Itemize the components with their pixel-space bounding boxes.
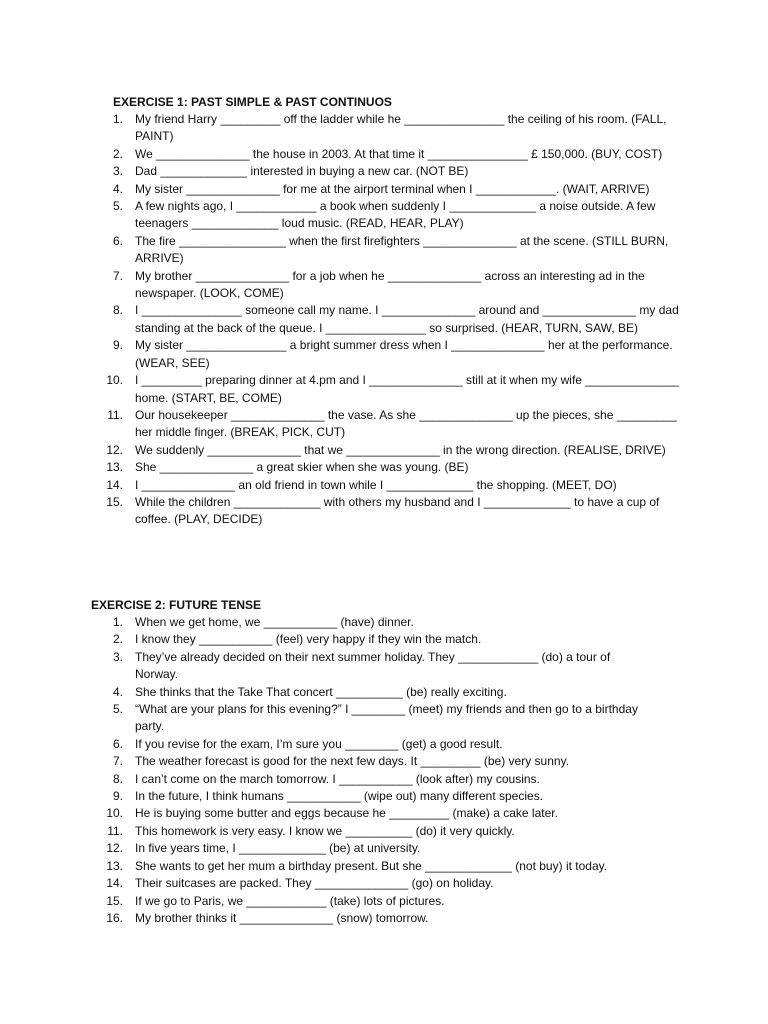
- exercise-2-item: [92, 631, 652, 648]
- item-number: 3.: [112, 164, 123, 179]
- item-text: In five years time, I _____________ (be) at university.: [135, 841, 421, 856]
- item-number: 9.: [112, 338, 123, 353]
- item-text: We suddenly ______________ that we ______________ in the wrong direction. (REALISE, DRIVE): [135, 442, 666, 457]
- item-number: 8.: [112, 303, 123, 318]
- item-text: She wants to get her mum a birthday present. But she _____________ (not buy) it today.: [135, 858, 608, 873]
- item-number: 5.: [112, 199, 123, 214]
- item-number: 2.: [112, 632, 123, 647]
- exercise-2-title: EXERCISE 2: FUTURE TENSE: [91, 598, 262, 612]
- item-number: 1.: [112, 112, 123, 126]
- item-text: My brother thinks it ______________ (snow) tomorrow.: [135, 910, 429, 925]
- item-number: 12.: [106, 841, 123, 856]
- exercise-1-item: [92, 442, 682, 459]
- exercise-2-list: [92, 614, 652, 927]
- exercise-1-item: [92, 494, 682, 529]
- item-text: I can’t come on the march tomorrow. I ___________ (look after) my cousins.: [135, 771, 540, 786]
- exercise-2-item: [92, 893, 652, 910]
- item-text: She thinks that the Take That concert __________ (be) really exciting.: [135, 684, 507, 699]
- item-text: Dad _____________ interested in buying a new car. (NOT BE): [135, 164, 469, 179]
- item-number: 4.: [112, 684, 123, 699]
- item-text: A few nights ago, I ____________ a book when suddenly I _____________ a noise outside. A few teenagers _____________ loud music. (READ, HEAR, PLAY): [135, 199, 659, 231]
- item-text: “What are your plans for this evening?” I ________ (meet) my friends and then go to a birthday party.: [135, 702, 642, 734]
- item-number: 10.: [106, 373, 123, 388]
- exercise-2-item: [92, 823, 652, 840]
- item-number: 10.: [106, 806, 123, 821]
- exercise-1-item: [92, 477, 682, 494]
- item-number: 6.: [112, 736, 123, 751]
- item-number: 13.: [106, 858, 123, 873]
- exercise-2-item: [92, 753, 652, 770]
- item-text: My friend Harry _________ off the ladder while he _______________ the ceiling of his room. (FALL, PAINT): [135, 112, 670, 144]
- item-text: The fire ________________ when the first firefighters ______________ at the scene. (STILL BURN, ARRIVE): [135, 233, 671, 266]
- item-text: Their suitcases are packed. They ______________ (go) on holiday.: [135, 876, 494, 891]
- item-text: He is buying some butter and eggs because he _________ (make) a cake later.: [135, 806, 558, 821]
- exercise-1-item: [92, 337, 682, 372]
- exercise-1-item: [92, 111, 682, 146]
- exercise-2-item: [92, 875, 652, 892]
- exercise-2-item: [92, 858, 652, 875]
- item-text: We ______________ the house in 2003. At that time it _______________ £ 150,000. (BUY, COST): [135, 146, 663, 161]
- item-number: 4.: [112, 181, 123, 196]
- item-number: 16.: [106, 910, 123, 925]
- exercise-2-item: [92, 701, 652, 736]
- item-text: My brother ______________ for a job when he ______________ across an interesting ad in the newspaper. (LOOK, COME): [135, 268, 649, 301]
- exercise-1-item: [92, 268, 682, 303]
- item-text: This homework is very easy. I know we __________ (do) it very quickly.: [135, 823, 515, 838]
- exercise-1-item: [92, 198, 682, 233]
- item-text: When we get home, we ___________ (have) dinner.: [135, 615, 414, 629]
- item-text: If we go to Paris, we ____________ (take) lots of pictures.: [135, 893, 445, 908]
- item-text: She ______________ a great skier when she was young. (BE): [135, 460, 469, 475]
- exercise-2-item: [92, 805, 652, 822]
- exercise-2-item: [92, 649, 652, 684]
- item-number: 12.: [106, 442, 123, 457]
- exercise-1-item: [92, 372, 682, 407]
- item-text: I _________ preparing dinner at 4.pm and I ______________ still at it when my wife ______________ home. (START, BE, COME): [135, 373, 683, 405]
- item-number: 3.: [112, 649, 123, 664]
- item-text: In the future, I think humans ___________ (wipe out) many different species.: [135, 789, 544, 804]
- exercise-1-item: [92, 146, 682, 163]
- item-number: 7.: [112, 268, 123, 283]
- item-text: My sister _______________ a bright summer dress when I ______________ her at the performance. (WEAR, SEE): [135, 338, 677, 370]
- exercise-2-item: [92, 840, 652, 857]
- item-number: 2.: [112, 146, 123, 161]
- item-text: I _______________ someone call my name. I ______________ around and ______________ my dad standing at the back of the queue. I _______________ so surprised. (HEAR, TURN, SAW, BE): [135, 303, 683, 335]
- item-number: 9.: [112, 789, 123, 804]
- item-number: 11.: [107, 407, 123, 422]
- exercise-1-item: [92, 163, 682, 180]
- exercise-1-item: [92, 233, 682, 268]
- exercise-1-item: [92, 407, 682, 442]
- exercise-1-item: [92, 459, 682, 476]
- exercise-2-item: [92, 771, 652, 788]
- item-text: They’ve already decided on their next summer holiday. They ____________ (do) a tour of Norway.: [135, 649, 614, 682]
- item-number: 7.: [112, 754, 123, 769]
- item-number: 6.: [112, 233, 123, 248]
- exercise-1-item: [92, 181, 682, 198]
- item-text: My sister ______________ for me at the airport terminal when I ____________. (WAIT, ARRIVE): [135, 181, 650, 196]
- item-number: 14.: [106, 876, 123, 891]
- exercise-2-item: [92, 736, 652, 753]
- item-text: I ______________ an old friend in town while I _____________ the shopping. (MEET, DO): [135, 477, 617, 492]
- exercise-1-title: EXERCISE 1: PAST SIMPLE & PAST CONTINUOS: [113, 95, 392, 109]
- exercise-2-item: [92, 788, 652, 805]
- item-text: While the children _____________ with others my husband and I _____________ to have a cup of coffee. (PLAY, DECIDE): [135, 494, 663, 527]
- exercise-2-item: [92, 684, 652, 701]
- item-text: The weather forecast is good for the next few days. It _________ (be) very sunny.: [135, 754, 570, 769]
- item-number: 15.: [106, 893, 123, 908]
- exercise-1-list: [92, 111, 682, 529]
- item-number: 8.: [112, 771, 123, 786]
- item-number: 1.: [112, 615, 123, 629]
- item-number: 15.: [106, 494, 123, 509]
- exercise-2-item: [92, 910, 652, 927]
- item-text: Our housekeeper ______________ the vase. As she ______________ up the pieces, she _________ her middle finger. (BREAK, PICK, CUT): [135, 407, 681, 440]
- item-number: 13.: [106, 460, 123, 475]
- item-text: If you revise for the exam, I’m sure you ________ (get) a good result.: [135, 736, 503, 751]
- item-number: 14.: [106, 477, 123, 492]
- item-number: 11.: [107, 823, 123, 838]
- item-number: 5.: [112, 702, 123, 717]
- exercise-1-item: [92, 302, 682, 337]
- item-text: I know they ___________ (feel) very happy if they win the match.: [135, 632, 482, 647]
- exercise-2-item: [92, 614, 652, 631]
